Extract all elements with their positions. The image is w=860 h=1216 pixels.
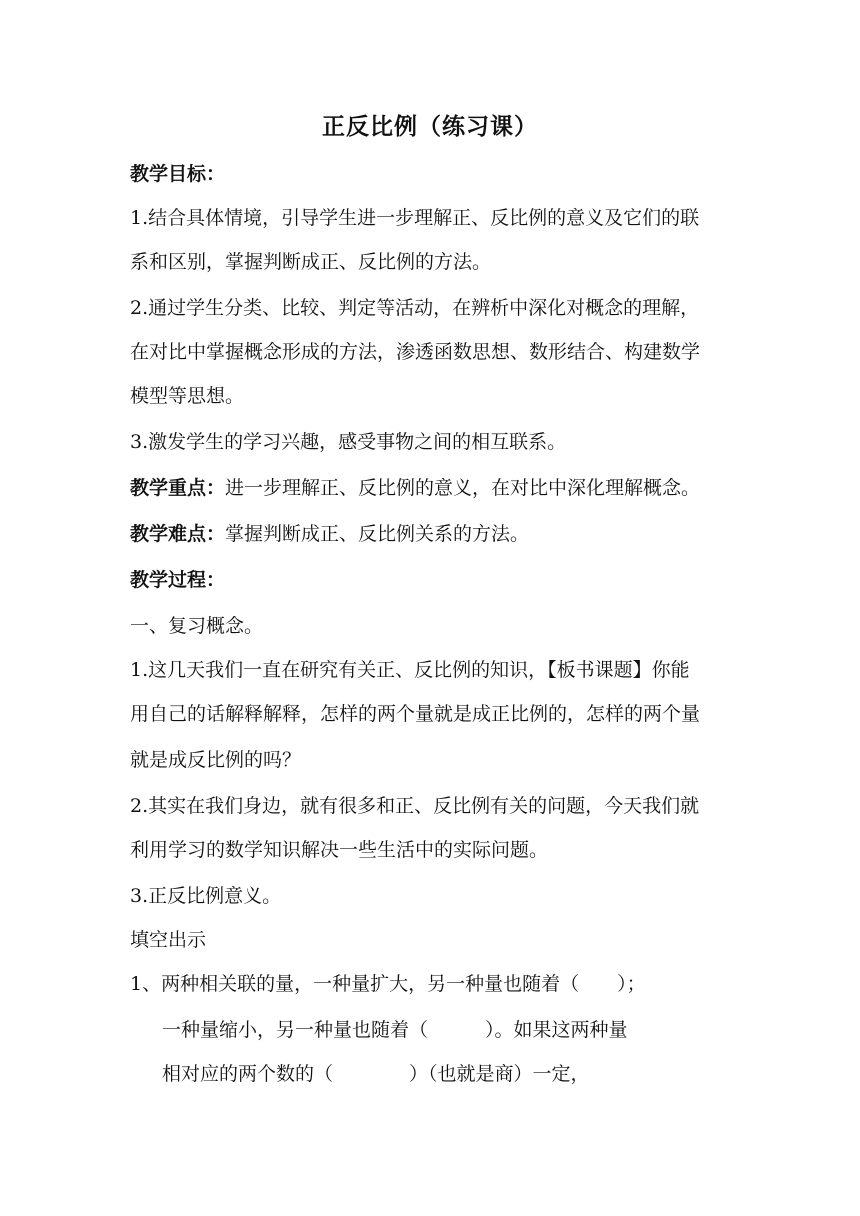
fill-1-line-2: 一种量缩小，另一种量也随着（ ）。如果这两种量 [162,1019,628,1041]
objectives-heading: 教学目标： [130,163,226,185]
difficulty-text: 掌握判断成正、反比例关系的方法。 [225,523,530,545]
fill-1-line-3: 相对应的两个数的（ ）（也就是商）一定， [162,1063,590,1085]
difficulty [130,520,529,548]
objective-2-line-2: 在对比中掌握概念形成的方法，渗透函数思想、数形结合、构建数学 [130,341,701,363]
item-2-line-1: 2.其实在我们身边，就有很多和正、反比例有关的问题，今天我们就 [130,795,700,817]
objective-3: 3.激发学生的学习兴趣，感受事物之间的相互联系。 [130,431,567,453]
page-title: 正反比例（练习课） [322,114,538,140]
item-2-line-2: 利用学习的数学知识解决一些生活中的实际问题。 [130,839,549,861]
objective-2-line-3: 模型等思想。 [130,385,245,407]
section-1-heading: 一、复习概念。 [130,615,264,637]
objective-1-line-2: 系和区别，掌握判断成正、反比例的方法。 [130,251,492,273]
key-point-text: 进一步理解正、反比例的意义，在对比中深化理解概念。 [225,477,701,499]
objective-1-line-1: 1.结合具体情境，引导学生进一步理解正、反比例的意义及它们的联 [130,207,700,229]
item-1-line-1: 1.这几天我们一直在研究有关正、反比例的知识，【板书课题】你能 [130,659,690,681]
objective-2-line-1: 2.通过学生分类、比较、判定等活动，在辨析中深化对概念的理解， [130,297,700,319]
item-3: 3.正反比例意义。 [130,885,282,907]
item-1-line-3: 就是成反比例的吗？ [130,749,302,771]
fill-1-line-1: 1、两种相关联的量，一种量扩大，另一种量也随着（ ）； [130,973,646,995]
fill-blank-heading: 填空出示 [130,929,207,951]
key-point-label: 教学重点： [130,477,226,499]
difficulty-label: 教学难点： [130,523,226,545]
item-1-line-2: 用自己的话解释解释，怎样的两个量就是成正比例的，怎样的两个量 [130,703,701,725]
process-heading: 教学过程： [130,569,226,591]
key-point [130,474,700,502]
